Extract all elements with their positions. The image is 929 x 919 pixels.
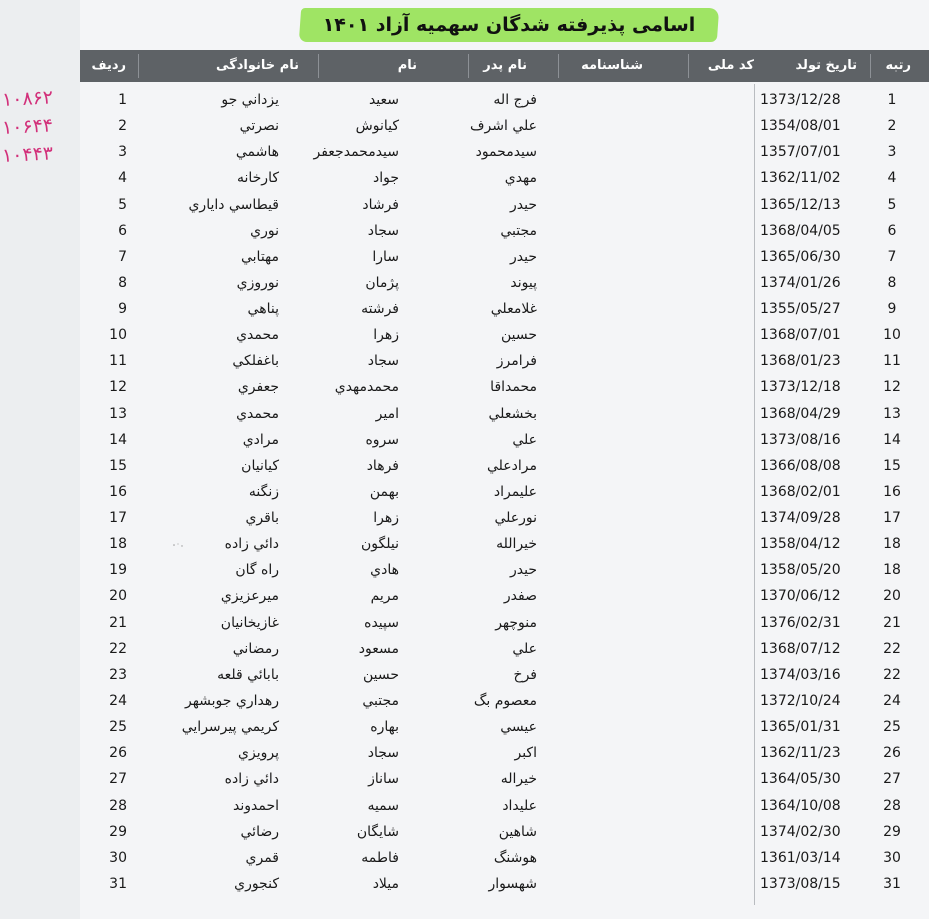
header-rank: رتبه <box>885 58 911 73</box>
header-first-name: نام <box>397 58 417 73</box>
row-last-name: راه گان <box>235 562 279 579</box>
row-birth-date: 1376/02/31 <box>760 614 841 631</box>
row-first-name: سميه <box>367 797 399 814</box>
row-birth-date: 1368/02/01 <box>760 483 841 500</box>
row-father-name: محمداقا <box>490 379 537 396</box>
row-birth-date: 1366/08/08 <box>760 457 841 474</box>
row-father-name: شهسوار <box>488 875 537 892</box>
row-last-name: جعفري <box>237 379 279 396</box>
table-row <box>0 688 929 714</box>
row-rank: 9 <box>887 301 897 318</box>
row-birth-date: 1368/04/05 <box>760 222 841 239</box>
row-father-name: هوشنگ <box>493 849 537 866</box>
table-row <box>0 296 929 322</box>
row-last-name: مهتابي <box>240 248 279 265</box>
row-father-name: مرادعلي <box>486 457 537 474</box>
row-rank: 24 <box>883 692 901 709</box>
row-first-name: سجاد <box>367 353 399 370</box>
row-first-name: مريم <box>370 588 399 605</box>
row-birth-date: 1373/12/28 <box>760 92 841 108</box>
row-rank: 14 <box>883 431 901 448</box>
row-number: 2 <box>118 118 127 135</box>
table-row <box>0 479 929 505</box>
row-father-name: معصوم بگ <box>473 692 537 709</box>
row-birth-date: 1374/02/30 <box>760 823 841 840</box>
row-number: 22 <box>109 640 127 657</box>
row-last-name: محمدي <box>236 327 279 344</box>
row-birth-date: 1362/11/23 <box>760 745 841 762</box>
row-father-name: عيسي <box>500 719 537 736</box>
row-birth-date: 1358/05/20 <box>760 562 841 579</box>
row-last-name: كارخانه <box>236 170 279 187</box>
row-last-name: رمضاني <box>232 640 279 657</box>
table-row <box>0 218 929 244</box>
row-father-name: منوچهر <box>495 614 537 631</box>
row-rank: 27 <box>883 771 901 788</box>
row-number: 17 <box>109 510 127 527</box>
row-last-name: قيطاسي داياري <box>188 196 279 213</box>
row-rank: 29 <box>883 823 901 840</box>
row-father-name: غلامعلي <box>490 301 537 318</box>
row-father-name: صفدر <box>503 588 537 605</box>
row-rank: 18 <box>883 562 901 579</box>
row-number: 4 <box>118 170 127 187</box>
row-first-name: سارا <box>372 248 399 265</box>
handwritten-note: ۱۰۴۴۳ <box>1 142 54 168</box>
row-birth-date: 1358/04/12 <box>760 536 841 553</box>
row-last-name: غازيخانيان <box>220 614 279 631</box>
row-rank: 5 <box>887 196 897 213</box>
row-number: 26 <box>109 745 127 762</box>
row-rank: 2 <box>887 118 897 135</box>
table-row <box>0 139 929 165</box>
row-rank: 15 <box>883 457 901 474</box>
row-father-name: مهدي <box>504 170 537 187</box>
row-father-name: حيدر <box>510 248 537 265</box>
row-father-name: خيراله <box>500 771 537 788</box>
table-row <box>0 636 929 662</box>
row-first-name: مسعود <box>358 640 399 657</box>
row-rank: 26 <box>883 745 901 762</box>
row-first-name: محمدمهدي <box>334 379 399 396</box>
row-number: 21 <box>109 614 127 631</box>
row-rank: 10 <box>883 327 901 344</box>
row-birth-date: 1373/12/18 <box>760 379 841 396</box>
row-last-name: يزداني جو <box>221 92 279 108</box>
row-last-name: محمدي <box>236 405 279 422</box>
row-first-name: سجاد <box>367 745 399 762</box>
handwritten-notes <box>2 84 80 168</box>
header-national-code: كد ملى <box>707 58 754 73</box>
row-last-name: نوري <box>250 222 279 239</box>
row-birth-date: 1374/01/26 <box>760 274 841 291</box>
row-number: 6 <box>118 222 127 239</box>
header-father-name: نام پدر <box>483 58 527 73</box>
row-birth-date: 1365/12/13 <box>760 196 841 213</box>
row-number: 20 <box>109 588 127 605</box>
table-row <box>0 505 929 531</box>
row-first-name: شايگان <box>356 823 399 840</box>
row-last-name: احمدوند <box>233 797 279 814</box>
table-row <box>0 662 929 688</box>
row-father-name: شاهين <box>498 823 537 840</box>
row-last-name: پرويزي <box>238 745 279 762</box>
row-rank: 28 <box>883 797 901 814</box>
row-rank: 25 <box>883 719 901 736</box>
row-first-name: فرشاد <box>362 196 399 213</box>
row-number: 11 <box>109 353 127 370</box>
row-father-name: علي اشرف <box>470 118 537 135</box>
header-last-name: نام خانوادگی <box>216 58 299 73</box>
table-row <box>0 740 929 766</box>
row-father-name: فرخ <box>513 666 537 683</box>
row-first-name: سيدمحمدجعفر <box>313 144 399 161</box>
row-father-name: علي <box>512 640 537 657</box>
row-rank: 8 <box>887 274 897 291</box>
row-number: 28 <box>109 797 127 814</box>
row-first-name: زهرا <box>373 327 399 344</box>
row-first-name: زهرا <box>373 510 399 527</box>
row-first-name: فاطمه <box>361 849 399 866</box>
table-row <box>0 374 929 400</box>
row-number: 15 <box>109 457 127 474</box>
row-father-name: فرج اله <box>493 92 537 108</box>
row-father-name: حيدر <box>510 562 537 579</box>
row-last-name: باقري <box>245 510 279 527</box>
row-first-name: جواد <box>372 170 399 187</box>
row-birth-date: 1364/05/30 <box>760 771 841 788</box>
row-first-name: سجاد <box>367 222 399 239</box>
row-father-name: عليمراد <box>493 483 537 500</box>
row-father-name: پيوند <box>510 274 537 291</box>
row-first-name: امير <box>375 405 399 422</box>
row-first-name: هادي <box>370 562 399 579</box>
row-father-name: نورعلي <box>494 510 537 527</box>
table-row <box>0 401 929 427</box>
row-father-name: حسين <box>500 327 537 344</box>
row-rank: 30 <box>883 849 901 866</box>
row-last-name: مرادي <box>242 431 279 448</box>
table-row <box>0 244 929 270</box>
header-birth-date: تاريخ تولد <box>795 58 857 73</box>
row-number: 30 <box>109 849 127 866</box>
table-row <box>0 845 929 871</box>
row-last-name: كيانيان <box>241 457 279 474</box>
row-number: 14 <box>109 431 127 448</box>
handwritten-note: ۱۰۶۴۴ <box>1 114 54 140</box>
row-first-name: سپيده <box>364 614 399 631</box>
table-row <box>0 610 929 636</box>
row-number: 8 <box>118 274 127 291</box>
row-rank: 1 <box>887 92 897 108</box>
table-row <box>0 87 929 113</box>
row-birth-date: 1361/03/14 <box>760 849 841 866</box>
row-first-name: حسين <box>362 666 399 683</box>
row-last-name: دائي زاده <box>224 536 279 553</box>
ink-specks <box>172 540 184 550</box>
row-rank: 22 <box>883 666 901 683</box>
row-first-name: سروه <box>365 431 399 448</box>
row-birth-date: 1374/03/16 <box>760 666 841 683</box>
row-last-name: باغفلكي <box>232 353 279 370</box>
row-number: 3 <box>118 144 127 161</box>
handwritten-note: ۱۰۸۶۲ <box>1 86 54 112</box>
table-row <box>0 819 929 845</box>
row-last-name: كريمي پيرسرايي <box>181 719 279 736</box>
row-rank: 11 <box>883 353 901 370</box>
row-first-name: كيانوش <box>355 118 399 135</box>
row-rank: 17 <box>883 510 901 527</box>
row-last-name: نوروزي <box>236 274 279 291</box>
row-father-name: اكبر <box>514 745 537 762</box>
row-rank: 20 <box>883 588 901 605</box>
row-birth-date: 1373/08/16 <box>760 431 841 448</box>
header-row-num: رديف <box>91 58 126 73</box>
row-number: 1 <box>118 92 127 108</box>
table-row <box>0 165 929 191</box>
row-rank: 31 <box>883 875 901 892</box>
row-last-name: كنجوري <box>234 875 279 892</box>
row-father-name: مجتبي <box>500 222 537 239</box>
row-father-name: بخشعلي <box>488 405 537 422</box>
title-text: اسامی پذیرفته شدگان سهمیه آزاد ۱۴۰۱ <box>322 14 696 36</box>
row-first-name: ميلاد <box>372 875 399 892</box>
row-last-name: رضائي <box>240 823 279 840</box>
row-first-name: فرهاد <box>366 457 399 474</box>
table-row <box>0 714 929 740</box>
row-number: 25 <box>109 719 127 736</box>
table-row <box>0 766 929 792</box>
row-last-name: هاشمي <box>235 144 279 161</box>
row-number: 24 <box>109 692 127 709</box>
table-row <box>0 531 929 557</box>
table-row <box>0 583 929 609</box>
table-row <box>0 113 929 139</box>
table-row <box>0 322 929 348</box>
row-last-name: ميرعزيزي <box>220 588 279 605</box>
row-rank: 18 <box>883 536 901 553</box>
table-row <box>0 192 929 218</box>
row-birth-date: 1368/01/23 <box>760 353 841 370</box>
table-row <box>0 793 929 819</box>
table-row <box>0 453 929 479</box>
row-rank: 12 <box>883 379 901 396</box>
table-row <box>0 348 929 374</box>
row-number: 29 <box>109 823 127 840</box>
row-number: 18 <box>109 536 127 553</box>
row-number: 12 <box>109 379 127 396</box>
row-last-name: نصرتي <box>239 118 279 135</box>
row-number: 31 <box>109 875 127 892</box>
row-number: 10 <box>109 327 127 344</box>
row-number: 27 <box>109 771 127 788</box>
row-number: 16 <box>109 483 127 500</box>
row-rank: 21 <box>883 614 901 631</box>
row-last-name: رهداري جوبشهر <box>184 692 279 709</box>
row-last-name: پناهي <box>247 301 279 318</box>
row-birth-date: 1357/07/01 <box>760 144 841 161</box>
row-last-name: قمري <box>245 849 279 866</box>
row-first-name: نيلگون <box>360 536 399 553</box>
row-first-name: فرشته <box>361 301 399 318</box>
row-number: 23 <box>109 666 127 683</box>
row-last-name: زنگنه <box>248 483 279 500</box>
row-first-name: بهاره <box>370 719 399 736</box>
row-father-name: فرامرز <box>496 353 537 370</box>
row-father-name: حيدر <box>510 196 537 213</box>
row-last-name: بابائي قلعه <box>217 666 279 683</box>
row-birth-date: 1368/07/01 <box>760 327 841 344</box>
row-number: 7 <box>118 248 127 265</box>
row-birth-date: 1364/10/08 <box>760 797 841 814</box>
row-first-name: مجتبي <box>362 692 399 709</box>
table-row <box>0 871 929 897</box>
row-number: 9 <box>118 301 127 318</box>
row-birth-date: 1368/04/29 <box>760 405 841 422</box>
row-birth-date: 1365/01/31 <box>760 719 841 736</box>
row-rank: 7 <box>887 248 897 265</box>
row-rank: 4 <box>887 170 897 187</box>
row-father-name: خيرالله <box>496 536 537 553</box>
row-rank: 16 <box>883 483 901 500</box>
row-birth-date: 1362/11/02 <box>760 170 841 187</box>
row-rank: 3 <box>887 144 897 161</box>
row-number: 5 <box>118 196 127 213</box>
row-birth-date: 1354/08/01 <box>760 118 841 135</box>
row-first-name: سعيد <box>368 92 399 108</box>
row-rank: 22 <box>883 640 901 657</box>
row-birth-date: 1355/05/27 <box>760 301 841 318</box>
row-birth-date: 1373/08/15 <box>760 875 841 892</box>
row-birth-date: 1374/09/28 <box>760 510 841 527</box>
row-last-name: دائي زاده <box>224 771 279 788</box>
row-birth-date: 1372/10/24 <box>760 692 841 709</box>
table-row <box>0 427 929 453</box>
row-birth-date: 1365/06/30 <box>760 248 841 265</box>
row-first-name: ساناز <box>368 771 399 788</box>
row-first-name: بهمن <box>369 483 399 500</box>
row-birth-date: 1368/07/12 <box>760 640 841 657</box>
row-rank: 6 <box>887 222 897 239</box>
row-birth-date: 1370/06/12 <box>760 588 841 605</box>
header-id-number: شناسنامه <box>581 58 643 73</box>
row-father-name: عليداد <box>502 797 537 814</box>
row-father-name: علي <box>512 431 537 448</box>
row-number: 13 <box>109 405 127 422</box>
row-first-name: پژمان <box>365 274 399 291</box>
row-father-name: سيدمحمود <box>475 144 537 161</box>
table-row <box>0 557 929 583</box>
row-rank: 13 <box>883 405 901 422</box>
table-row <box>0 270 929 296</box>
row-number: 19 <box>109 562 127 579</box>
